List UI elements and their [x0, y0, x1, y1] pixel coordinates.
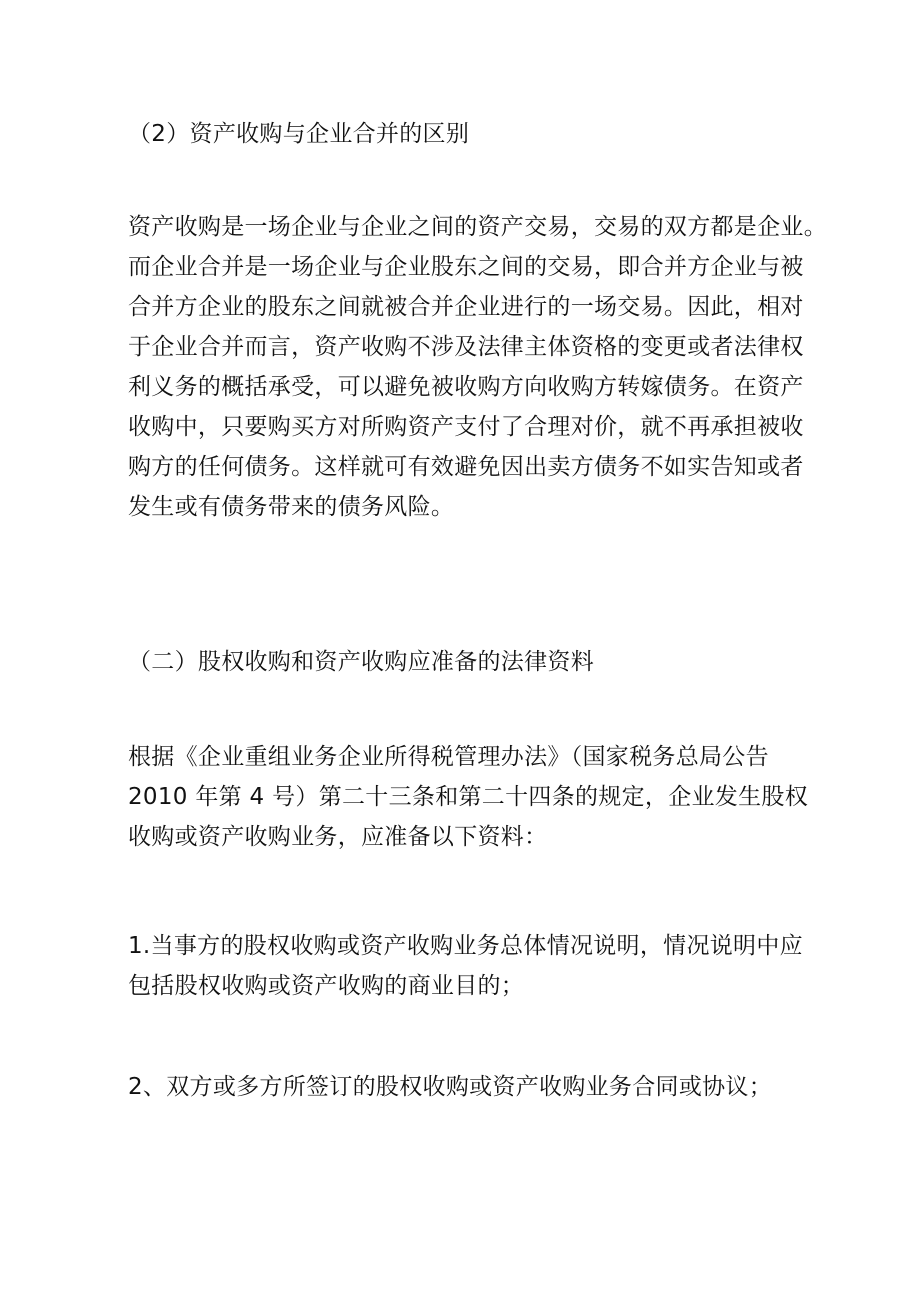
paragraph-line: 而企业合并是一场企业与企业股东之间的交易，即合并方企业与被	[128, 254, 804, 280]
list-item-2	[128, 1067, 804, 1107]
paragraph-regulation	[128, 737, 808, 857]
paragraph-line: 收购中，只要购买方对所购资产支付了合理对价，就不再承担被收	[128, 414, 804, 440]
paragraph-line: 于企业合并而言，资产收购不涉及法律主体资格的变更或者法律权	[128, 334, 804, 360]
list-item-line: 2、双方或多方所签订的股权收购或资产收购业务合同或协议；	[128, 1074, 773, 1100]
list-item-1	[128, 926, 804, 1006]
paragraph-line: 购方的任何债务。这样就可有效避免因出卖方债务不如实告知或者	[128, 454, 804, 480]
heading-text: （二）股权收购和资产收购应准备的法律资料	[128, 649, 594, 675]
list-item-line: 1.当事方的股权收购或资产收购业务总体情况说明，情况说明中应	[128, 933, 803, 959]
heading-text: （2）资产收购与企业合并的区别	[128, 121, 470, 147]
paragraph-asset-vs-merger	[128, 207, 827, 527]
list-item-line: 包括股权收购或资产收购的商业目的；	[128, 973, 525, 999]
paragraph-line: 资产收购是一场企业与企业之间的资产交易，交易的双方都是企业。	[128, 214, 827, 240]
paragraph-line: 合并方企业的股东之间就被合并企业进行的一场交易。因此，相对	[128, 294, 804, 320]
section-heading-materials	[128, 642, 804, 682]
paragraph-line: 发生或有债务带来的债务风险。	[128, 494, 455, 520]
section-heading-asset-vs-merger	[128, 114, 804, 154]
paragraph-line: 根据《企业重组业务企业所得税管理办法》（国家税务总局公告	[128, 744, 769, 770]
paragraph-line: 收购或资产收购业务，应准备以下资料：	[128, 824, 548, 850]
paragraph-line: 2010 年第 4 号）第二十三条和第二十四条的规定，企业发生股权	[128, 784, 808, 810]
paragraph-line: 利义务的概括承受，可以避免被收购方向收购方转嫁债务。在资产	[128, 374, 804, 400]
